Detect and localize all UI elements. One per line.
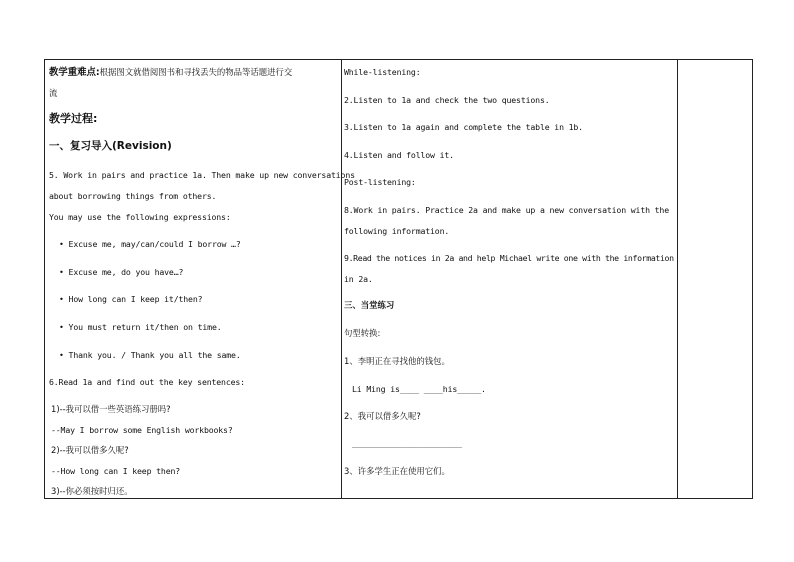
key-sentence: --May I borrow some English workbooks? (51, 425, 233, 435)
table-row (45, 60, 753, 499)
key-sentence: 3)--你必须按时归还。 (51, 486, 133, 496)
item5-line3: You may use the following expressions: (49, 212, 231, 222)
expression-item: • Excuse me, do you have…? (59, 267, 184, 277)
expression-item: • Excuse me, may/can/could I borrow …? (59, 239, 241, 249)
expression-item: • How long can I keep it/then? (59, 294, 203, 304)
key-sentence: --How long can I keep then? (51, 466, 181, 476)
key-sentence: 1)--我可以借一些英语练习册吗? (51, 404, 171, 414)
section3-heading: 三、当堂练习 (344, 300, 395, 310)
item4-text: 4.Listen and follow it. (344, 150, 454, 160)
key-sentence: 2)--我可以借多久呢? (51, 445, 129, 455)
item5-line1: 5. Work in pairs and practice 1a. Then make up new conversations (49, 170, 355, 180)
item2-text: 2.Listen to 1a and check the two questions. (344, 95, 550, 105)
item8-line2: following information. (344, 226, 450, 236)
question-2-answer: _______________________ (352, 438, 462, 448)
question-3: 3、许多学生正在使用它们。 (344, 466, 450, 476)
key-points-line (49, 66, 292, 79)
process-heading: 教学过程: (49, 112, 98, 125)
post-listening-label: Post-listening: (344, 177, 416, 187)
item5-line2: about borrowing things from others. (49, 191, 217, 201)
item6-text: 6.Read 1a and find out the key sentences: (49, 377, 245, 387)
middle-column-cell (342, 60, 678, 499)
item9-line1: 9.Read the notices in 2a and help Michael write one with the information (344, 253, 674, 263)
left-column-cell (45, 60, 355, 499)
sentence-transform-label: 句型转换: (344, 328, 381, 338)
lesson-plan-table (44, 59, 753, 499)
right-column-cell (678, 60, 753, 499)
section1-heading: 一、复习导入(Revision) (49, 140, 172, 152)
item9-line2: in 2a. (344, 274, 373, 284)
key-points-text: 根据图文就借阅图书和寻找丢失的物品等话题进行交 (99, 67, 293, 77)
expression-item: • You must return it/then on time. (59, 322, 222, 332)
question-2: 2、我可以借多久呢? (344, 411, 421, 421)
key-points-text-cont: 流 (49, 88, 58, 98)
expression-item: • Thank you. / Thank you all the same. (59, 350, 241, 360)
item8-line1: 8.Work in pairs. Practice 2a and make up a new conversation with the (344, 205, 669, 215)
item3-text: 3.Listen to 1a again and complete the table in 1b. (344, 122, 583, 132)
question-1: 1、李明正在寻找他的钱包。 (344, 356, 450, 366)
while-listening-label: While-listening: (344, 67, 421, 77)
key-points-label: 教学重难点: (49, 67, 100, 78)
question-1-answer: Li Ming is____ ____his_____. (352, 384, 486, 394)
